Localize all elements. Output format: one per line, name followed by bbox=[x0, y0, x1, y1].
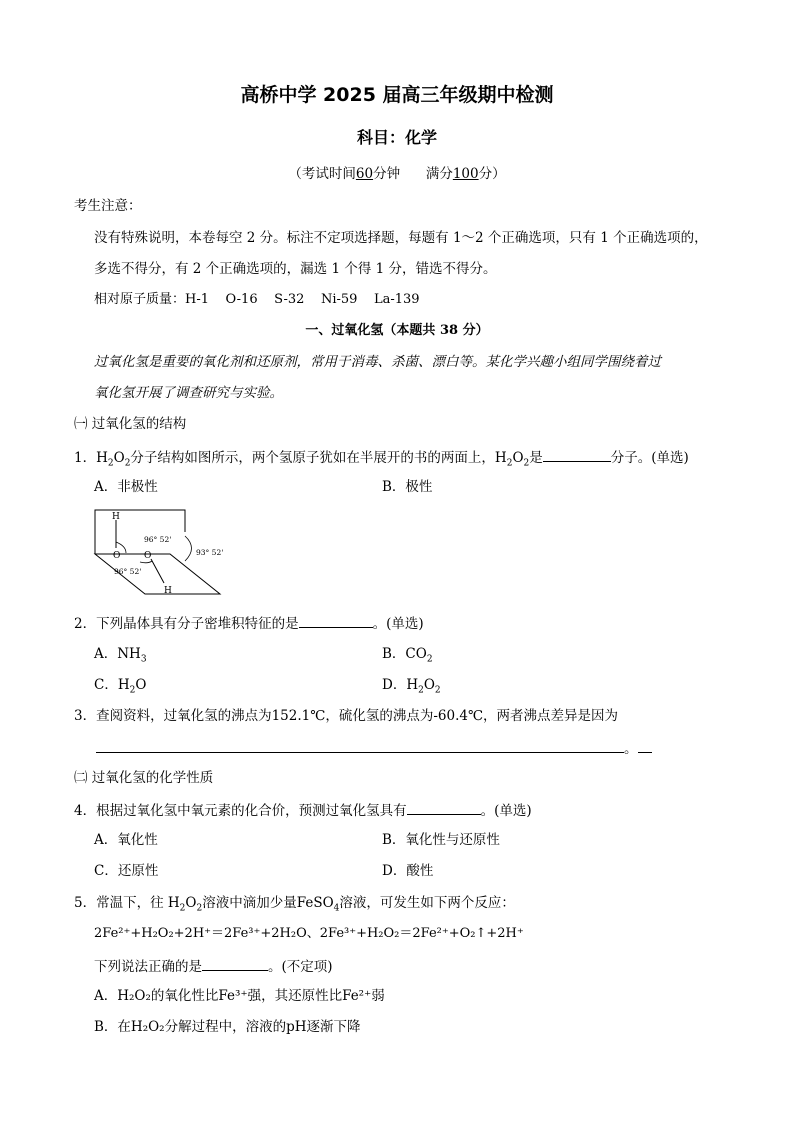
dihedral-label: 93° 52' bbox=[196, 548, 224, 557]
atomic-masses: 相对原子质量：H-1 O-16 S-32 Ni-59 La-139 bbox=[94, 292, 420, 307]
dihedral-arc bbox=[185, 536, 192, 561]
angle-bottom-label: 96° 52' bbox=[114, 567, 142, 576]
section-title: 一、过氧化氢（本题共 38 分） bbox=[305, 323, 489, 338]
h-top-label: H bbox=[112, 512, 120, 522]
q2-option-a[interactable]: A．$NH_3$ bbox=[94, 646, 147, 665]
o-right-label: O bbox=[144, 551, 152, 561]
part-2-heading: ㈡ 过氧化氢的化学性质 bbox=[74, 770, 214, 786]
answer-blank[interactable] bbox=[407, 800, 481, 815]
answer-blank[interactable] bbox=[299, 613, 373, 628]
answer-blank[interactable] bbox=[96, 738, 624, 753]
answer-blank[interactable] bbox=[543, 447, 611, 462]
q2-option-d[interactable]: D．$H_2O_2$ bbox=[382, 677, 441, 696]
exam-title: 高桥中学 2025 届高三年级期中检测 bbox=[240, 84, 554, 106]
notice-line-2: 多选不得分，有 2 个正确选项的，漏选 1 个得 1 分，错选不得分。 bbox=[94, 261, 497, 277]
q5-option-b[interactable]: B．在H₂O₂分解过程中，溶液的pH逐渐下降 bbox=[94, 1019, 361, 1035]
q4-option-d[interactable]: D．酸性 bbox=[382, 863, 434, 879]
answer-blank[interactable] bbox=[202, 956, 268, 971]
part-1-heading: ㈠ 过氧化氢的结构 bbox=[74, 416, 187, 432]
o-left-label: O bbox=[113, 551, 121, 561]
h2o2-structure-diagram bbox=[90, 506, 240, 598]
section-intro-2: 氧化氢开展了调查研究与实验。 bbox=[94, 385, 283, 401]
q2-option-c[interactable]: C．$H_2O$ bbox=[94, 677, 147, 696]
question-4: 4．根据过氧化氢中氧元素的化合价，预测过氧化氢具有 。(单选) bbox=[74, 800, 532, 820]
q1-option-b[interactable]: B．极性 bbox=[382, 479, 433, 495]
upper-page bbox=[95, 510, 185, 554]
h-bottom-label: H bbox=[164, 586, 172, 596]
section-intro-1: 过氧化氢是重要的氧化剂和还原剂，常用于消毒、杀菌、漂白等。某化学兴趣小组同学围绕着过 bbox=[94, 354, 661, 370]
question-3: 3．查阅资料，过氧化氢的沸点为152.1℃，硫化氢的沸点为-60.4℃，两者沸点差异是因为 bbox=[74, 708, 619, 724]
q4-option-b[interactable]: B．氧化性与还原性 bbox=[382, 832, 500, 848]
bond-o-h-bottom bbox=[151, 559, 164, 583]
exam-duration: （考试时间60分钟 满分100分） bbox=[288, 166, 506, 182]
question-2: 2．下列晶体具有分子密堆积特征的是 。(单选) bbox=[74, 613, 424, 633]
q3-answer-line: 。 bbox=[96, 738, 652, 758]
notice-heading: 考生注意： bbox=[74, 198, 142, 214]
question-1: 1．$H_2O_2$分子结构如图所示，两个氢原子犹如在半展开的书的两面上，$H_2O_2$是 分子。(单选) bbox=[74, 447, 689, 467]
q2-option-b[interactable]: B．$CO_2$ bbox=[382, 646, 433, 665]
notice-line-1: 没有特殊说明，本卷每空 2 分。标注不定项选择题，每题有 1～2 个正确选项，只有 1 个正确选项的， bbox=[94, 230, 708, 246]
q5-option-a[interactable]: A．H₂O₂的氧化性比Fe³⁺强，其还原性比Fe²⁺弱 bbox=[94, 988, 385, 1004]
q4-option-a[interactable]: A．氧化性 bbox=[94, 832, 158, 848]
question-5: 5．常温下，往 $H_2O_2$溶液中滴加少量FeSO$_4$溶液，可发生如下两个反应： bbox=[74, 895, 515, 914]
subject-title: 科目：化学 bbox=[356, 128, 437, 147]
angle-arc-bottom bbox=[140, 561, 152, 563]
q5-equation: 2Fe²⁺+H₂O₂+2H⁺＝2Fe³⁺+2H₂O、2Fe³⁺+H₂O₂＝2Fe²⁺+O₂↑+2H⁺ bbox=[94, 926, 524, 941]
angle-top-label: 96° 52' bbox=[144, 535, 172, 544]
q4-option-c[interactable]: C．还原性 bbox=[94, 863, 159, 879]
q5-question: 下列说法正确的是 。(不定项) bbox=[94, 956, 333, 976]
q1-option-a[interactable]: A．非极性 bbox=[94, 479, 158, 495]
